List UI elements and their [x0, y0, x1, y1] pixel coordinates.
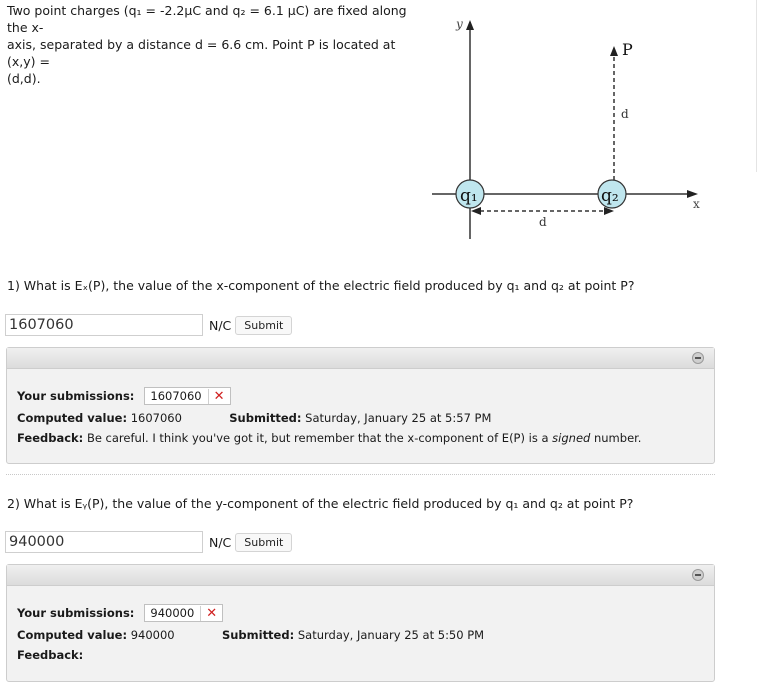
submit-button-1[interactable]: Submit: [235, 316, 292, 335]
feedback-label: Feedback:: [17, 648, 84, 662]
answer-input-1[interactable]: [5, 314, 203, 336]
feedback-label: Feedback:: [17, 431, 84, 445]
point-p-label: P: [622, 40, 633, 59]
incorrect-icon: ✕: [208, 389, 225, 404]
panel-header-1: [7, 348, 714, 369]
problem-line-1: Two point charges (q₁ = -2.2μC and q₂ = 6.1 μC) are fixed along the x-: [7, 3, 407, 35]
answer-input-2[interactable]: [5, 531, 203, 553]
collapse-icon[interactable]: [692, 352, 704, 364]
problem-statement: [7, 2, 427, 87]
unit-label-1: N/C: [209, 317, 232, 333]
charge-q2-label: q₂: [601, 186, 619, 206]
x-axis-label: x: [693, 197, 700, 211]
panel-header-2: [7, 565, 714, 586]
collapse-icon[interactable]: [692, 569, 704, 581]
y-axis-arrow: [466, 20, 474, 30]
feedback-emphasis: signed: [552, 431, 591, 445]
horizontal-distance-label: d: [539, 215, 547, 229]
feedback-panel-1: [6, 347, 715, 464]
submitted-label: Submitted:: [221, 628, 295, 642]
problem-line-3: (d,d).: [7, 71, 41, 86]
unit-label-2: N/C: [209, 534, 232, 550]
submitted-value: Saturday, January 25 at 5:50 PM: [297, 628, 485, 642]
y-axis-label: y: [456, 17, 463, 31]
submission-badge: [144, 387, 230, 405]
submit-button-2[interactable]: Submit: [235, 533, 292, 552]
problem-line-2: axis, separated by a distance d = 6.6 cm. Point P is located at (x,y) =: [7, 37, 396, 69]
computed-label: Computed value:: [17, 411, 128, 425]
feedback-text: Be careful. I think you've got it, but remember that the x-component of E(P) is a: [86, 431, 553, 445]
vertical-distance-label: d: [621, 107, 629, 121]
question-1-text: 1) What is Eₓ(P), the value of the x-component of the electric field produced by q₁ and q₂ at point P?: [7, 278, 635, 293]
answer-row-2: [5, 530, 292, 554]
charge-diagram: [428, 10, 718, 245]
computed-value: 1607060: [130, 411, 182, 425]
incorrect-icon: ✕: [200, 606, 217, 621]
section-divider: [6, 474, 715, 475]
feedback-end: number.: [590, 431, 642, 445]
your-submissions-label: Your submissions:: [17, 389, 135, 403]
submitted-label: Submitted:: [229, 411, 302, 425]
question-2-text: 2) What is Eᵧ(P), the value of the y-component of the electric field produced by q₁ and q₂ at point P?: [7, 496, 634, 511]
submission-value: 940000: [150, 606, 195, 620]
your-submissions-label: Your submissions:: [17, 606, 135, 620]
answer-row-1: [5, 313, 292, 337]
computed-value: 940000: [130, 628, 175, 642]
computed-label: Computed value:: [17, 628, 128, 642]
feedback-panel-2: [6, 564, 715, 682]
charge-q1-label: q₁: [460, 186, 478, 206]
p-arrow: [610, 46, 618, 56]
submission-value: 1607060: [150, 389, 202, 403]
window-edge: [756, 0, 757, 172]
submitted-value: Saturday, January 25 at 5:57 PM: [305, 411, 492, 425]
submission-badge: [144, 604, 223, 622]
